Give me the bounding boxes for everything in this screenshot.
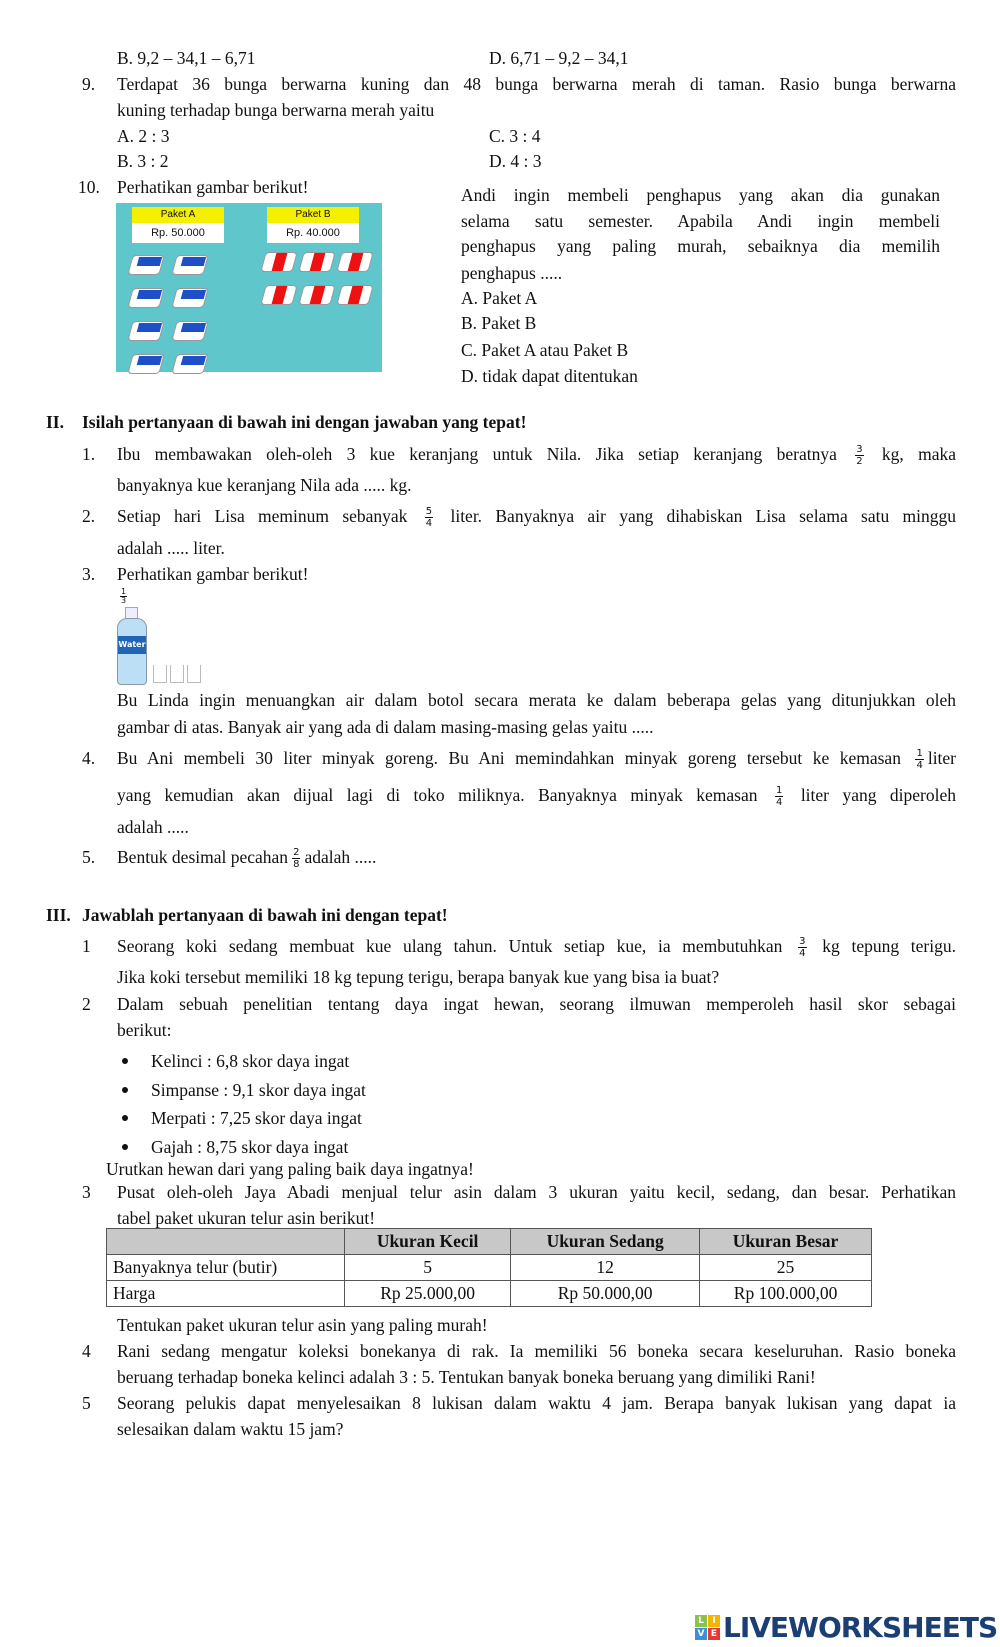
egg-package-table [106, 1228, 872, 1307]
q10-option-c: C. Paket A atau Paket B [461, 340, 629, 360]
numerator: 3 [856, 444, 863, 456]
glass-icon [170, 665, 184, 683]
logo-icon [695, 1615, 720, 1640]
iii-q2-closing: Urutkan hewan dari yang paling baik daya ingatnya! [106, 1159, 474, 1179]
table-cell: Rp 25.000,00 [345, 1281, 511, 1307]
table-cell: Harga [107, 1281, 345, 1307]
blue-eraser-icon [127, 288, 164, 308]
table-cell: 5 [345, 1255, 511, 1281]
ii-q1-text: banyaknya kue keranjang Nila ada ..... kg. [117, 475, 412, 495]
fraction [915, 748, 923, 771]
q9-option-d: D. 4 : 3 [489, 151, 542, 171]
blue-eraser-icon [171, 255, 208, 275]
q8-option-b: B. 9,2 – 34,1 – 6,71 [117, 48, 256, 68]
q9-number: 9. [82, 74, 96, 94]
red-eraser-icon [298, 252, 335, 272]
table-cell: Rp 100.000,00 [700, 1281, 872, 1307]
ii-q1-text [117, 443, 956, 467]
text: kg tepung terigu. [822, 936, 956, 956]
table-cell: Banyaknya telur (butir) [107, 1255, 345, 1281]
numerator: 3 [799, 936, 806, 948]
logo-text: LIVEWORKSHEETS [723, 1610, 998, 1644]
table-header [107, 1229, 345, 1255]
q10-text: penghapus ..... [461, 263, 563, 283]
denominator: 4 [916, 760, 923, 772]
bullet-item: Simpanse : 9,1 skor daya ingat [151, 1080, 366, 1100]
q10-option-d: D. tidak dapat ditentukan [461, 366, 638, 386]
table-header: Ukuran Besar [700, 1229, 872, 1255]
text: liter [927, 748, 957, 768]
q10-option-a: A. Paket A [461, 288, 538, 308]
text: yang kemudian akan dijual lagi di toko miliknya. Banyaknya minyak kemasan [117, 785, 758, 805]
q8-option-d: D. 6,71 – 9,2 – 34,1 [489, 48, 629, 68]
denominator: 4 [799, 948, 806, 960]
text: Seorang koki sedang membuat kue ulang tahun. Untuk setiap kue, ia membutuhkan [117, 936, 783, 956]
fraction [798, 936, 806, 959]
iii-q2-text: Dalam sebuah penelitian tentang daya ingat hewan, seorang ilmuwan memperoleh hasil skor sebagai [117, 994, 956, 1014]
iii-q3-closing: Tentukan paket ukuran telur asin yang paling murah! [117, 1315, 488, 1335]
iii-q2-number: 2 [82, 994, 91, 1014]
iii-q4-text: beruang terhadap boneka kelinci adalah 3 : 5. Tentukan banyak boneka beruang yang dimiliki Rani! [117, 1367, 816, 1387]
section-ii-number: II. [46, 412, 64, 432]
text: liter yang diperoleh [800, 785, 957, 805]
table-row [107, 1255, 872, 1281]
section-iii-heading: Jawablah pertanyaan di bawah ini dengan tepat! [82, 905, 448, 925]
section-ii-heading: Isilah pertanyaan di bawah ini dengan jawaban yang tepat! [82, 412, 527, 432]
iii-q1-number: 1 [82, 936, 91, 956]
iii-q5-number: 5 [82, 1393, 91, 1413]
bullet-icon [122, 1144, 128, 1150]
ii-q2-text [117, 505, 956, 529]
iii-q3-text: tabel paket ukuran telur asin berikut! [117, 1208, 376, 1228]
bullet-icon [122, 1087, 128, 1093]
table-cell: 12 [511, 1255, 700, 1281]
blue-eraser-icon [127, 321, 164, 341]
text: Ibu membawakan oleh-oleh 3 kue keranjang untuk Nila. Jika setiap keranjang beratnya [117, 444, 837, 464]
table-row [107, 1281, 872, 1307]
ii-q2-text: adalah ..... liter. [117, 538, 225, 558]
ii-q5-text [117, 846, 376, 870]
text: kg, maka [881, 444, 957, 464]
ii-q4-text [117, 784, 956, 808]
iii-q4-number: 4 [82, 1341, 91, 1361]
table-cell: Rp 50.000,00 [511, 1281, 700, 1307]
iii-q5-text: selesaikan dalam waktu 15 jam? [117, 1419, 344, 1439]
fraction [425, 506, 433, 529]
paket-b-title: Paket B [267, 207, 359, 223]
denominator: 2 [856, 456, 863, 468]
numerator: 1 [775, 785, 783, 797]
numerator: 1 [121, 587, 127, 596]
fraction [292, 847, 300, 870]
q9-text: Terdapat 36 bunga berwarna kuning dan 48 bunga berwarna merah di taman. Rasio bunga berwarna [117, 74, 956, 94]
iii-q3-number: 3 [82, 1182, 91, 1202]
fraction [120, 588, 127, 605]
table-header: Ukuran Sedang [511, 1229, 700, 1255]
bullet-item: Merpati : 7,25 skor daya ingat [151, 1108, 362, 1128]
logo-letter: E [708, 1628, 720, 1640]
iii-q1-text: Jika koki tersebut memiliki 18 kg tepung terigu, berapa banyak kue yang bisa ia buat? [117, 967, 720, 987]
logo-letter: L [695, 1615, 707, 1627]
q9-option-b: B. 3 : 2 [117, 151, 169, 171]
blue-eraser-icon [127, 354, 164, 374]
ii-q3-number: 3. [82, 564, 96, 584]
table-cell: 25 [700, 1255, 872, 1281]
denominator: 4 [775, 797, 783, 809]
paket-a-label [132, 207, 224, 243]
ii-q3-text: Bu Linda ingin menuangkan air dalam botol secara merata ke dalam beberapa gelas yang ditunjukkan oleh [117, 690, 956, 710]
text: Setiap hari Lisa meminum sebanyak [117, 506, 408, 526]
ii-q3-intro: Perhatikan gambar berikut! [117, 564, 309, 584]
logo-letter: I [708, 1615, 720, 1627]
numerator: 2 [293, 847, 300, 859]
glass-icon [187, 665, 201, 683]
red-eraser-icon [336, 252, 373, 272]
glass-icon [153, 665, 167, 683]
fraction [855, 444, 863, 467]
ii-q5-number: 5. [82, 847, 96, 867]
fraction [775, 785, 783, 808]
liveworksheets-logo [695, 1612, 997, 1642]
text: adalah ..... [304, 847, 377, 867]
logo-letter: V [695, 1628, 707, 1640]
bullet-icon [122, 1058, 128, 1064]
section-iii-number: III. [46, 905, 71, 925]
red-eraser-icon [260, 285, 297, 305]
ii-q4-text: adalah ..... [117, 817, 189, 837]
table-header: Ukuran Kecil [345, 1229, 511, 1255]
text: liter. Banyaknya air yang dihabiskan Lisa selama satu minggu [450, 506, 957, 526]
bullet-item: Kelinci : 6,8 skor daya ingat [151, 1051, 350, 1071]
bullet-item: Gajah : 8,75 skor daya ingat [151, 1137, 349, 1157]
text: Bentuk desimal pecahan [117, 847, 289, 867]
denominator: 4 [425, 518, 433, 530]
blue-eraser-icon [171, 288, 208, 308]
table-header-row [107, 1229, 872, 1255]
q9-text: kuning terhadap bunga berwarna merah yaitu [117, 100, 435, 120]
bottle-label: Water [118, 636, 146, 654]
paket-a-title: Paket A [132, 207, 224, 223]
iii-q1-text [117, 935, 956, 959]
q10-text: Andi ingin membeli penghapus yang akan dia gunakan [461, 185, 940, 205]
q10-option-b: B. Paket B [461, 313, 537, 333]
red-eraser-icon [336, 285, 373, 305]
blue-eraser-icon [171, 321, 208, 341]
q10-text: penghapus yang paling murah, sebaiknya dia memilih [461, 236, 940, 256]
q9-option-c: C. 3 : 4 [489, 126, 541, 146]
blue-eraser-icon [127, 255, 164, 275]
q10-intro: Perhatikan gambar berikut! [117, 177, 309, 197]
blue-eraser-icon [171, 354, 208, 374]
iii-q4-text: Rani sedang mengatur koleksi bonekanya di rak. Ia memiliki 56 boneka secara keseluruhan. Rasio boneka [117, 1341, 956, 1361]
q10-number: 10. [78, 177, 100, 197]
text: Bu Ani membeli 30 liter minyak goreng. Bu Ani memindahkan minyak goreng tersebut ke kemasan [117, 748, 901, 768]
paket-b-price: Rp. 40.000 [267, 223, 359, 243]
red-eraser-icon [260, 252, 297, 272]
water-bottle-image [116, 588, 216, 688]
ii-q1-number: 1. [82, 444, 96, 464]
ii-q2-number: 2. [82, 506, 96, 526]
ii-q3-text: gambar di atas. Banyak air yang ada di dalam masing-masing gelas yaitu ..... [117, 717, 654, 737]
iii-q5-text: Seorang pelukis dapat menyelesaikan 8 lukisan dalam waktu 4 jam. Berapa banyak lukisan yang dapat ia [117, 1393, 956, 1413]
paket-a-price: Rp. 50.000 [132, 223, 224, 243]
denominator: 3 [121, 596, 127, 605]
iii-q3-text: Pusat oleh-oleh Jaya Abadi menjual telur asin dalam 3 ukuran yaitu kecil, sedang, dan besar. Perhatikan [117, 1182, 956, 1202]
bullet-icon [122, 1115, 128, 1121]
iii-q2-text: berikut: [117, 1020, 172, 1040]
q10-text: selama satu semester. Apabila Andi ingin membeli [461, 211, 940, 231]
red-eraser-icon [298, 285, 335, 305]
ii-q4-text [117, 747, 956, 771]
paket-b-label [267, 207, 359, 243]
q9-option-a: A. 2 : 3 [117, 126, 170, 146]
numerator: 1 [916, 748, 923, 760]
denominator: 8 [293, 859, 300, 871]
ii-q4-number: 4. [82, 748, 96, 768]
numerator: 5 [425, 506, 433, 518]
eraser-packages-image [116, 203, 382, 372]
